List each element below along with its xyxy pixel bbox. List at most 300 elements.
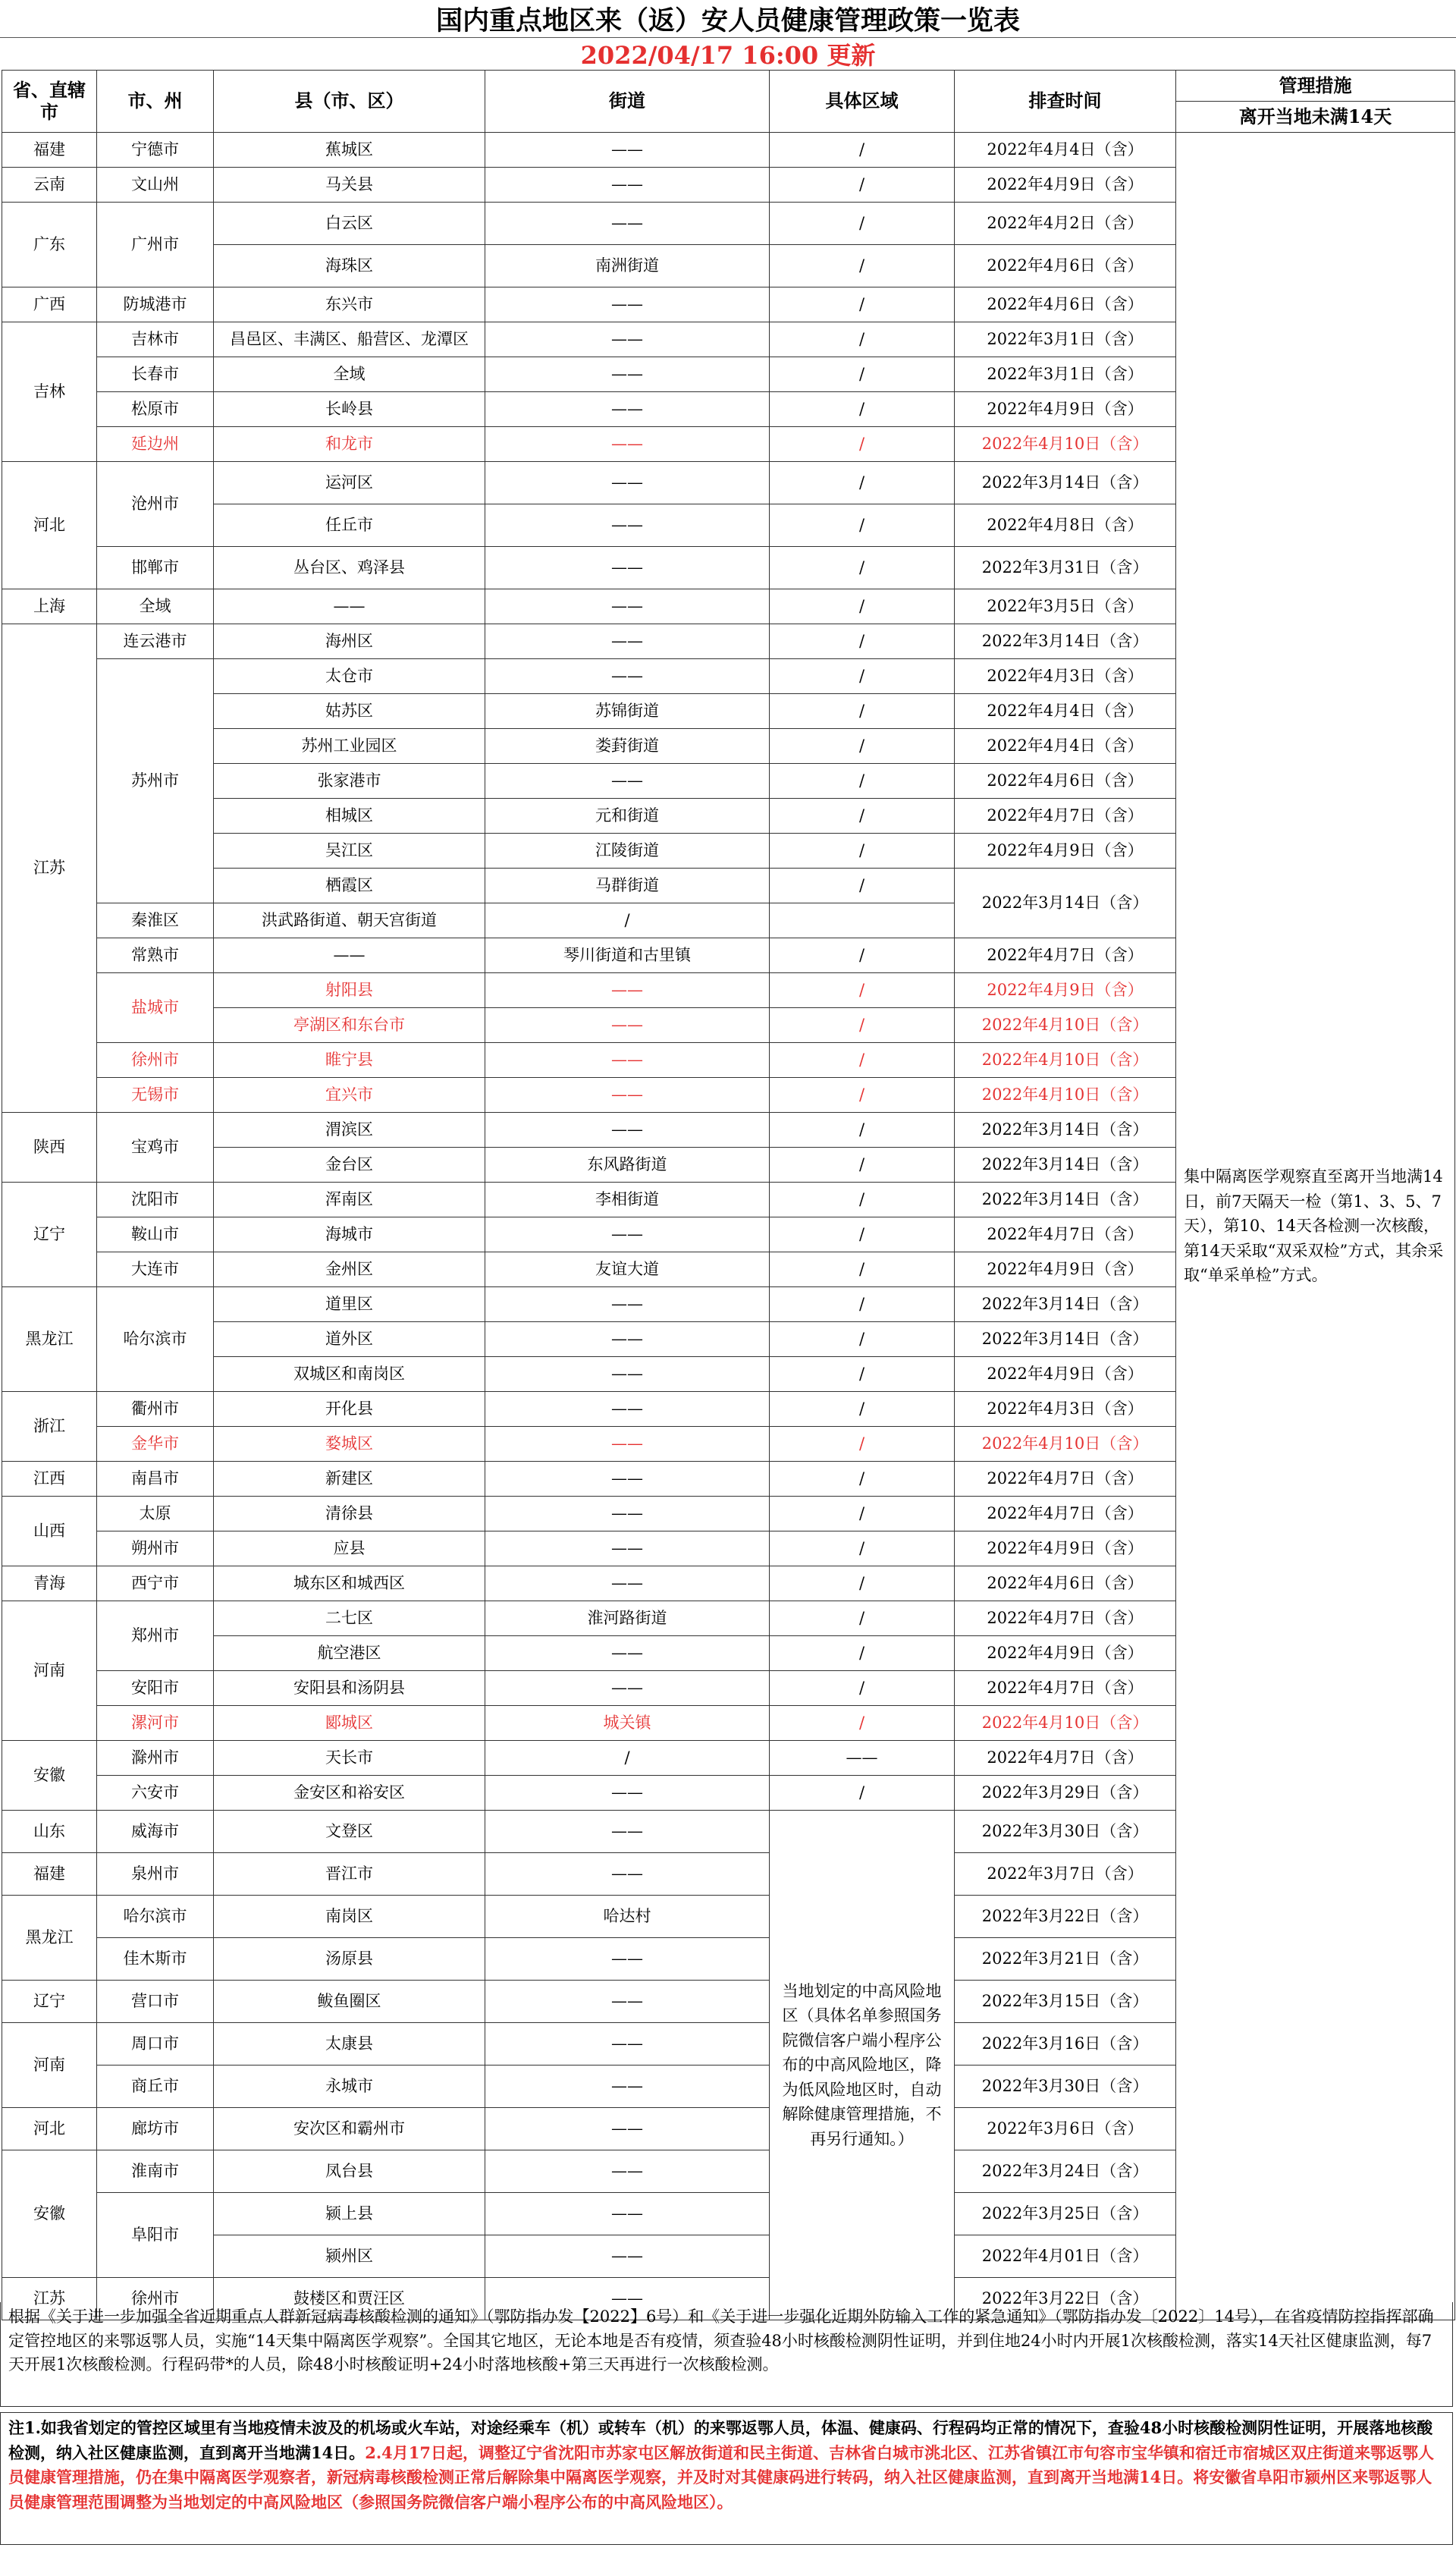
street-cell: 元和街道 (485, 799, 770, 834)
update-time: 2022/04/17 16:00 更新 (580, 41, 876, 70)
province-cell: 江苏 (2, 2278, 97, 2320)
street-cell: —— (485, 1427, 770, 1462)
street-cell: 哈达村 (485, 1896, 770, 1938)
street-cell: —— (485, 1217, 770, 1252)
province-cell: 江苏 (2, 624, 97, 1113)
time-cell: 2022年3月30日（含） (955, 1811, 1176, 1853)
time-cell: 2022年4月10日（含） (955, 1706, 1176, 1741)
area-cell: / (485, 903, 770, 938)
city-cell: 常熟市 (97, 938, 214, 973)
time-cell: 2022年3月14日（含） (955, 1148, 1176, 1183)
street-cell: —— (485, 1811, 770, 1853)
header-area: 具体区域 (770, 71, 955, 133)
province-cell: 陕西 (2, 1113, 97, 1183)
street-cell: 马群街道 (485, 869, 770, 903)
province-cell: 辽宁 (2, 1183, 97, 1287)
area-cell: / (770, 589, 955, 624)
area-cell: / (770, 1531, 955, 1566)
city-cell: 宁德市 (97, 133, 214, 168)
time-cell: 2022年4月9日（含） (955, 1252, 1176, 1287)
province-cell: 山西 (2, 1497, 97, 1566)
county-cell: 双城区和南岗区 (214, 1357, 485, 1392)
street-cell: —— (485, 322, 770, 357)
county-cell: 应县 (214, 1531, 485, 1566)
area-cell: / (770, 1078, 955, 1113)
city-cell: 西宁市 (97, 1566, 214, 1601)
street-cell: —— (485, 1287, 770, 1322)
street-cell: 淮河路街道 (485, 1601, 770, 1636)
city-cell: 大连市 (97, 1252, 214, 1287)
area-cell: / (770, 938, 955, 973)
county-cell: 永城市 (214, 2066, 485, 2108)
time-cell: 2022年4月10日（含） (955, 1008, 1176, 1043)
time-cell: 2022年3月14日（含） (955, 1322, 1176, 1357)
county-cell: 太仓市 (214, 659, 485, 694)
county-cell: 天长市 (214, 1741, 485, 1776)
area-cell: —— (770, 1741, 955, 1776)
city-cell: 太原 (97, 1497, 214, 1531)
time-cell: 2022年4月7日（含） (955, 1601, 1176, 1636)
county-cell: 文登区 (214, 1811, 485, 1853)
area-cell: / (770, 1148, 955, 1183)
street-cell: —— (485, 1462, 770, 1497)
time-cell: 2022年4月4日（含） (955, 133, 1176, 168)
time-cell: 2022年4月7日（含） (955, 938, 1176, 973)
province-cell: 黑龙江 (2, 1287, 97, 1392)
city-cell: 邯郸市 (97, 547, 214, 589)
time-cell: 2022年4月6日（含） (955, 764, 1176, 799)
street-cell: —— (485, 287, 770, 322)
footnote-part-2: 2.4月17日起，调整辽宁省沈阳市苏家屯区解放街道和民主街道、吉林省白城市洮北区、江苏省镇江市句容市宝华镇和宿迁市宿城区双庄街道来鄂返鄂人员健康管理措施，仍在集中隔离医学观察者，新冠病毒核酸检测正常后解除集中隔离医学观察，并及时对其健康码进行转码，纳入社区健康监测，直到离开当地满14日。将安徽省阜阳市颍州区来鄂返鄂人员健康管理范围调整为当地划定的中高风险地区（参照国务院微信客户端小程序公布的中高风险地区）。 (8, 2442, 1434, 2512)
area-cell: / (770, 729, 955, 764)
province-cell: 河南 (2, 2023, 97, 2108)
city-cell: 苏州市 (97, 659, 214, 903)
city-cell: 哈尔滨市 (97, 1896, 214, 1938)
header-street: 街道 (485, 71, 770, 133)
time-cell: 2022年3月22日（含） (955, 1896, 1176, 1938)
table-row (2, 133, 1455, 168)
street-cell: —— (485, 133, 770, 168)
street-cell: 友谊大道 (485, 1252, 770, 1287)
area-cell: / (770, 357, 955, 392)
street-cell: 洪武路街道、朝天宫街道 (214, 903, 485, 938)
street-cell: —— (485, 462, 770, 504)
city-cell: 长春市 (97, 357, 214, 392)
time-cell: 2022年3月6日（含） (955, 2108, 1176, 2150)
province-cell: 安徽 (2, 1741, 97, 1811)
county-cell: 金州区 (214, 1252, 485, 1287)
street-cell: —— (485, 1938, 770, 1981)
county-cell: 丛台区、鸡泽县 (214, 547, 485, 589)
city-cell: 阜阳市 (97, 2193, 214, 2278)
street-cell: 娄葑街道 (485, 729, 770, 764)
county-cell: 二七区 (214, 1601, 485, 1636)
time-cell: 2022年4月9日（含） (955, 1531, 1176, 1566)
city-cell: 全域 (97, 589, 214, 624)
street-cell: —— (485, 1566, 770, 1601)
time-cell: 2022年3月1日（含） (955, 322, 1176, 357)
area-cell: / (770, 168, 955, 203)
province-cell: 广东 (2, 203, 97, 287)
time-cell: 2022年3月14日（含） (955, 1113, 1176, 1148)
county-cell: 南岗区 (214, 1896, 485, 1938)
county-cell: 道里区 (214, 1287, 485, 1322)
city-cell: 沧州市 (97, 462, 214, 547)
area-cell: / (770, 834, 955, 869)
county-cell: 渭滨区 (214, 1113, 485, 1148)
measures-cell: 集中隔离医学观察直至离开当地满14日，前7天隔天一检（第1、3、5、7天），第10、14天各检测一次核酸，第14天采取“双采双检”方式，其余采取“单采单检”方式。 (1176, 133, 1455, 2320)
street-cell: —— (485, 2193, 770, 2235)
street-cell: —— (485, 168, 770, 203)
county-cell: 睢宁县 (214, 1043, 485, 1078)
county-cell: 蕉城区 (214, 133, 485, 168)
street-cell: —— (485, 1776, 770, 1811)
time-cell: 2022年3月24日（含） (955, 2150, 1176, 2193)
footnote-part-1: 注1.如我省划定的管控区域里有当地疫情未波及的机场或火车站，对途经乘车（机）或转车（机）的来鄂返鄂人员，体温、健康码、行程码均正常的情况下，查验48小时核酸检测阴性证明，开展落地核酸检测，纳入社区健康监测，直到离开当地满14日。 (8, 2418, 1433, 2462)
time-cell: 2022年4月10日（含） (955, 1043, 1176, 1078)
city-cell: 沈阳市 (97, 1183, 214, 1217)
time-cell: 2022年3月14日（含） (955, 1183, 1176, 1217)
street-cell: —— (485, 547, 770, 589)
city-cell: 淮南市 (97, 2150, 214, 2193)
area-cell: / (770, 1008, 955, 1043)
time-cell: 2022年3月29日（含） (955, 1776, 1176, 1811)
area-cell: / (770, 1497, 955, 1531)
city-cell: 郑州市 (97, 1601, 214, 1671)
street-cell: —— (485, 1322, 770, 1357)
county-cell: 鼓楼区和贾汪区 (214, 2278, 485, 2320)
area-cell: / (770, 1252, 955, 1287)
area-cell: / (770, 392, 955, 427)
time-cell: 2022年3月22日（含） (955, 2278, 1176, 2320)
county-cell: 张家港市 (214, 764, 485, 799)
street-cell: —— (485, 1981, 770, 2023)
county-cell: 海珠区 (214, 245, 485, 287)
county-cell: 相城区 (214, 799, 485, 834)
county-cell: 安阳县和汤阴县 (214, 1671, 485, 1706)
province-cell: 河北 (2, 462, 97, 589)
city-cell: 延边州 (97, 427, 214, 462)
street-cell: —— (485, 659, 770, 694)
time-cell: 2022年4月2日（含） (955, 203, 1176, 245)
street-cell: —— (485, 1392, 770, 1427)
province-cell: 江西 (2, 1462, 97, 1497)
county-cell: 海州区 (214, 624, 485, 659)
city-cell: 商丘市 (97, 2066, 214, 2108)
area-cell: / (770, 694, 955, 729)
street-cell: 城关镇 (485, 1706, 770, 1741)
province-cell: 青海 (2, 1566, 97, 1601)
county-cell: 姑苏区 (214, 694, 485, 729)
county-cell: 任丘市 (214, 504, 485, 547)
time-cell: 2022年3月21日（含） (955, 1938, 1176, 1981)
time-cell: 2022年3月1日（含） (955, 357, 1176, 392)
province-cell: 上海 (2, 589, 97, 624)
time-cell: 2022年4月7日（含） (955, 1741, 1176, 1776)
area-cell: / (770, 1776, 955, 1811)
street-cell: —— (485, 1113, 770, 1148)
street-cell: 李相街道 (485, 1183, 770, 1217)
street-cell: 东风路街道 (485, 1148, 770, 1183)
area-cell: / (770, 547, 955, 589)
county-cell: 开化县 (214, 1392, 485, 1427)
city-cell: 松原市 (97, 392, 214, 427)
time-cell: 2022年4月3日（含） (955, 1392, 1176, 1427)
header-county: 县（市、区） (214, 71, 485, 133)
area-cell: / (770, 1357, 955, 1392)
city-cell: 安阳市 (97, 1671, 214, 1706)
time-cell: 2022年4月10日（含） (955, 1078, 1176, 1113)
time-cell: 2022年4月6日（含） (955, 245, 1176, 287)
area-cell: / (770, 1601, 955, 1636)
time-cell: 2022年3月31日（含） (955, 547, 1176, 589)
time-cell: 2022年3月25日（含） (955, 2193, 1176, 2235)
province-cell: 黑龙江 (2, 1896, 97, 1981)
area-cell: / (770, 504, 955, 547)
street-cell: —— (485, 1531, 770, 1566)
area-cell: / (770, 287, 955, 322)
time-cell: 2022年4月6日（含） (955, 287, 1176, 322)
street-cell: —— (485, 1043, 770, 1078)
city-cell: 营口市 (97, 1981, 214, 2023)
city-cell: 鞍山市 (97, 1217, 214, 1252)
street-cell: —— (485, 973, 770, 1008)
city-cell: 文山州 (97, 168, 214, 203)
area-cell: / (770, 799, 955, 834)
area-cell: / (770, 973, 955, 1008)
city-cell: 滁州市 (97, 1741, 214, 1776)
time-cell: 2022年4月9日（含） (955, 834, 1176, 869)
county-cell: 宜兴市 (214, 1078, 485, 1113)
county-cell: 太康县 (214, 2023, 485, 2066)
city-cell: 漯河市 (97, 1706, 214, 1741)
page-title: 国内重点地区来（返）安人员健康管理政策一览表 (0, 0, 1456, 38)
time-cell: 2022年4月7日（含） (955, 1671, 1176, 1706)
time-cell: 2022年4月01日（含） (955, 2235, 1176, 2278)
county-cell: 白云区 (214, 203, 485, 245)
province-cell: 山东 (2, 1811, 97, 1853)
time-cell: 2022年3月16日（含） (955, 2023, 1176, 2066)
area-cell: / (770, 1671, 955, 1706)
time-cell: 2022年3月7日（含） (955, 1853, 1176, 1896)
time-cell: 2022年4月6日（含） (955, 1566, 1176, 1601)
area-cell: / (770, 462, 955, 504)
header-city: 市、州 (97, 71, 214, 133)
street-cell: —— (485, 357, 770, 392)
county-cell: 秦淮区 (97, 903, 214, 938)
city-cell: 盐城市 (97, 973, 214, 1043)
street-cell: —— (485, 1008, 770, 1043)
county-cell: 晋江市 (214, 1853, 485, 1896)
area-cell: / (770, 203, 955, 245)
area-cell: / (770, 1217, 955, 1252)
county-cell: 郾城区 (214, 1706, 485, 1741)
street-cell: / (485, 1741, 770, 1776)
time-cell: 2022年4月9日（含） (955, 1636, 1176, 1671)
county-cell: 和龙市 (214, 427, 485, 462)
street-cell: —— (485, 2235, 770, 2278)
city-cell: 哈尔滨市 (97, 1287, 214, 1392)
city-cell: 吉林市 (97, 322, 214, 357)
county-cell: 马关县 (214, 168, 485, 203)
county-cell: 东兴市 (214, 287, 485, 322)
county-cell: 长岭县 (214, 392, 485, 427)
city-cell: 广州市 (97, 203, 214, 287)
city-cell: 佳木斯市 (97, 1938, 214, 1981)
province-cell: 浙江 (2, 1392, 97, 1462)
province-cell: 河南 (2, 1601, 97, 1741)
street-cell: —— (485, 2278, 770, 2320)
county-cell: 颍州区 (214, 2235, 485, 2278)
city-cell: 南昌市 (97, 1462, 214, 1497)
area-cell: / (770, 133, 955, 168)
time-cell: 2022年3月30日（含） (955, 2066, 1176, 2108)
county-cell: 清徐县 (214, 1497, 485, 1531)
street-cell: 南洲街道 (485, 245, 770, 287)
county-cell: 射阳县 (214, 973, 485, 1008)
street-cell: —— (485, 1357, 770, 1392)
province-cell: 福建 (2, 133, 97, 168)
county-cell: 颍上县 (214, 2193, 485, 2235)
street-cell: —— (485, 589, 770, 624)
area-cell: / (770, 659, 955, 694)
time-cell: 2022年3月15日（含） (955, 1981, 1176, 2023)
street-cell: —— (485, 392, 770, 427)
area-cell: / (770, 869, 955, 903)
street-cell: 苏锦街道 (485, 694, 770, 729)
time-cell: 2022年4月9日（含） (955, 973, 1176, 1008)
street-cell: —— (485, 1636, 770, 1671)
county-cell: 海城市 (214, 1217, 485, 1252)
area-cell: / (770, 1706, 955, 1741)
county-cell: 汤原县 (214, 1938, 485, 1981)
time-cell: 2022年3月14日（含） (955, 624, 1176, 659)
street-cell: —— (485, 1671, 770, 1706)
city-cell: 徐州市 (97, 2278, 214, 2320)
time-cell: 2022年4月7日（含） (955, 1497, 1176, 1531)
county-cell: 安次区和霸州市 (214, 2108, 485, 2150)
province-cell: 云南 (2, 168, 97, 203)
area-cell: / (770, 1392, 955, 1427)
county-cell: 凤台县 (214, 2150, 485, 2193)
area-cell: / (770, 322, 955, 357)
county-cell: 道外区 (214, 1322, 485, 1357)
county-cell: 新建区 (214, 1462, 485, 1497)
time-cell: 2022年4月9日（含） (955, 168, 1176, 203)
street-cell: —— (485, 2150, 770, 2193)
county-cell: 全域 (214, 357, 485, 392)
area-cell: / (770, 1462, 955, 1497)
province-cell: 辽宁 (2, 1981, 97, 2023)
province-cell: 河北 (2, 2108, 97, 2150)
street-cell: —— (485, 2023, 770, 2066)
street-cell: 江陵街道 (485, 834, 770, 869)
time-cell: 2022年4月7日（含） (955, 799, 1176, 834)
county-cell: 栖霞区 (214, 869, 485, 903)
time-cell: 2022年4月9日（含） (955, 392, 1176, 427)
county-cell: 昌邑区、丰满区、船营区、龙潭区 (214, 322, 485, 357)
header-measures-sub: 离开当地未满14天 (1176, 102, 1455, 133)
province-cell: 福建 (2, 1853, 97, 1896)
city-cell: 无锡市 (97, 1078, 214, 1113)
county-cell: 吴江区 (214, 834, 485, 869)
city-cell: 连云港市 (97, 624, 214, 659)
area-cell: / (770, 1113, 955, 1148)
policy-table (2, 70, 1455, 2320)
city-cell: 防城港市 (97, 287, 214, 322)
time-cell: 2022年3月5日（含） (955, 589, 1176, 624)
time-cell: 2022年4月7日（含） (955, 1462, 1176, 1497)
county-cell: 金安区和裕安区 (214, 1776, 485, 1811)
time-cell: 2022年3月14日（含） (955, 1287, 1176, 1322)
area-cell: / (770, 1183, 955, 1217)
header-time: 排查时间 (955, 71, 1176, 133)
street-cell: —— (485, 504, 770, 547)
city-cell: 宝鸡市 (97, 1113, 214, 1183)
area-cell: / (770, 1043, 955, 1078)
time-cell: 2022年3月14日（含） (955, 869, 1176, 938)
county-cell: —— (214, 589, 485, 624)
time-cell: 2022年4月4日（含） (955, 694, 1176, 729)
area-cell: / (770, 245, 955, 287)
county-cell: 城东区和城西区 (214, 1566, 485, 1601)
county-cell: 婺城区 (214, 1427, 485, 1462)
county-cell: 运河区 (214, 462, 485, 504)
street-cell: 琴川街道和古里镇 (485, 938, 770, 973)
time-cell: 2022年3月14日（含） (955, 462, 1176, 504)
area-cell: / (770, 624, 955, 659)
city-cell: 徐州市 (97, 1043, 214, 1078)
time-cell: 2022年4月3日（含） (955, 659, 1176, 694)
policy-basis-note: 根据《关于进一步加强全省近期重点人群新冠病毒核酸检测的通知》（鄂防指办发【2022】6号）和《关于进一步强化近期外防输入工作的紧急通知》（鄂防指办发〔2022〕14号），在省疫情防控指挥部确定管控地区的来鄂返鄂人员，实施“14天集中隔离医学观察”。全国其它地区，无论本地是否有疫情，须查验48小时核酸检测阴性证明，并到住地24小时内开展1次核酸检测，落实14天社区健康监测，每7天开展1次核酸检测。行程码带*的人员，除48小时核酸证明+24小时落地核酸+第三天再进行一次核酸检测。 (0, 2302, 1453, 2407)
province-cell: 广西 (2, 287, 97, 322)
province-cell: 安徽 (2, 2150, 97, 2278)
street-cell: —— (485, 427, 770, 462)
county-cell: —— (214, 938, 485, 973)
city-cell: 衢州市 (97, 1392, 214, 1427)
city-cell: 金华市 (97, 1427, 214, 1462)
city-cell: 泉州市 (97, 1853, 214, 1896)
city-cell: 周口市 (97, 2023, 214, 2066)
city-cell: 威海市 (97, 1811, 214, 1853)
street-cell: —— (485, 2108, 770, 2150)
area-cell: / (770, 1427, 955, 1462)
province-cell: 吉林 (2, 322, 97, 462)
county-cell: 金台区 (214, 1148, 485, 1183)
city-cell: 廊坊市 (97, 2108, 214, 2150)
time-cell: 2022年4月10日（含） (955, 1427, 1176, 1462)
city-cell: 朔州市 (97, 1531, 214, 1566)
county-cell: 航空港区 (214, 1636, 485, 1671)
street-cell: —— (485, 1853, 770, 1896)
area-cell: / (770, 1322, 955, 1357)
area-cell: / (770, 764, 955, 799)
street-cell: —— (485, 764, 770, 799)
street-cell: —— (485, 2066, 770, 2108)
header-province: 省、直辖市 (2, 71, 97, 133)
area-cell: / (770, 427, 955, 462)
street-cell: —— (485, 1497, 770, 1531)
county-cell: 鲅鱼圈区 (214, 1981, 485, 2023)
time-cell: 2022年4月10日（含） (955, 427, 1176, 462)
footnote (0, 2412, 1453, 2545)
time-cell: 2022年4月4日（含） (955, 729, 1176, 764)
county-cell: 亭湖区和东台市 (214, 1008, 485, 1043)
time-cell: 2022年4月7日（含） (955, 1217, 1176, 1252)
street-cell: —— (485, 203, 770, 245)
time-cell: 2022年4月9日（含） (955, 1357, 1176, 1392)
time-cell: 2022年4月8日（含） (955, 504, 1176, 547)
